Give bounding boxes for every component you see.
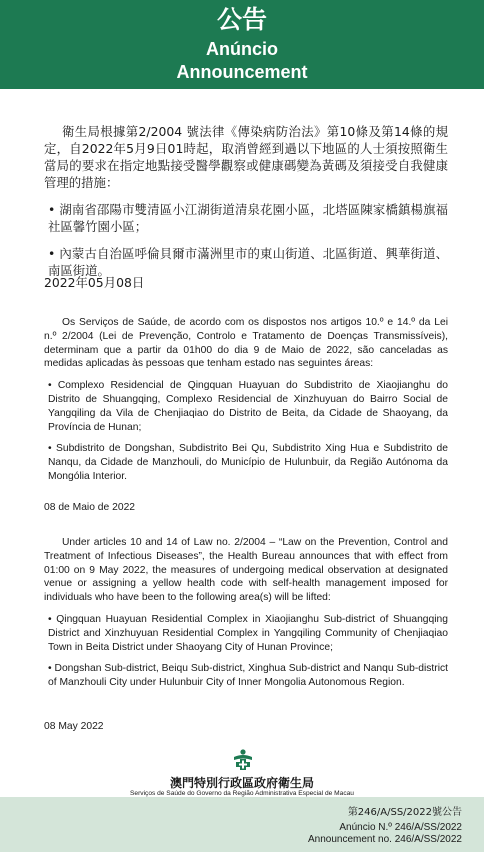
en-bullet-hunan: • Qingquan Huayuan Residential Complex in Xiaojianghu Sub-district of Shuangqing District and Xinzhuyuan Residential Complex in Yangqiling Community of Chenjiaqiao Town in Beita District under Shaoyang City of Hunan Province; (48, 613, 448, 653)
reference-footer (0, 797, 484, 852)
title-zh: 公告 (216, 5, 267, 34)
zh-bullet-hunan: • 湖南省邵陽市雙清區小江湖街道清泉花園小區，北塔區陳家橋鎮楊旗福社區馨竹園小區； (48, 202, 448, 234)
zh-intro-paragraph: 衛生局根據第2/2004 號法律《傳染病防治法》第10條及第14條的規定，自2022年5月9日01時起，取消曾經到過以下地區的人士須按照衛生當局的要求在指定地點接受醫學觀察或健康碼變為黃碼及須接受自我健康管理的措施： (44, 124, 449, 190)
announcement-header (0, 0, 484, 89)
reference-number-pt: Anúncio N.º 246/A/SS/2022 (339, 822, 462, 833)
pt-intro-paragraph: Os Serviços de Saúde, de acordo com os dispostos nos artigos 10.º e 14.º da Lei n.º 2/2004 (Lei de Prevenção, Controlo e Tratamento de Doenças Transmissíveis), determinam que a partir da 01h00 do dia 9 de Maio de 2022, são canceladas as medidas aplicadas às pessoas que tenham estado nas seguintes áreas: (44, 317, 448, 370)
en-intro-paragraph: Under articles 10 and 14 of Law no. 2/2004 – “Law on the Prevention, Control and Treatment of Infectious Diseases”, the Health Bureau announces that with effect from 01:00 on 9 May 2022, the measures of undergoing medical observation at designated venue or assigning a yellow health code with self-health management imposed for individuals who have been to the following area(s) will be lifted: (44, 537, 448, 604)
pt-date: 08 de Maio de 2022 (44, 502, 136, 513)
reference-number-en: Announcement no. 246/A/SS/2022 (307, 834, 462, 845)
pt-bullet-hunan: • Complexo Residencial de Qingquan Huayuan do Subdistrito de Xiaojianghu do Distrito de Shuangqing, Complexo Residencial de Xinzhuyuan do Bairro Social de Yangqiling da Vila de Chenjiaqiao do Distrito de Beita, da Cidade de Shaoyang, da Província de Hunan; (48, 380, 448, 433)
zh-date: 2022年05月08日 (44, 275, 145, 290)
organization-name-pt: Serviços de Saúde do Governo da Região Administrativa Especial de Macau (130, 790, 354, 797)
portuguese-section (44, 316, 448, 484)
english-section (44, 536, 448, 690)
en-date: 08 May 2022 (44, 721, 104, 732)
zh-bullet-inner-mongolia: • 內蒙古自治區呼倫貝爾市滿洲里市的東山街道、北區街道、興華街道、南區街道。 (48, 246, 448, 278)
organization-name-zh: 澳門特別行政區政府衛生局 (169, 776, 314, 790)
en-bullet-inner-mongolia: • Dongshan Sub-district, Beiqu Sub-district, Xinghua Sub-district and Nanqu Sub-district of Manzhouli City under Hulunbuir City of Inner Mongolia Autonomous Region. (48, 663, 448, 689)
pt-bullet-inner-mongolia: • Subdistrito de Dongshan, Subdistrito Bei Qu, Subdistrito Xing Hua e Subdistrito de Nanqu, da Cidade de Manzhouli, do Município de Hulunbuir, da Região Autónoma da Mongólia Interior. (48, 443, 448, 482)
title-en: Announcement (176, 62, 308, 82)
health-bureau-cross-icon (232, 748, 254, 770)
chinese-section (44, 123, 448, 279)
reference-number-zh: 第246/A/SS/2022號公告 (347, 807, 462, 818)
title-pt: Anúncio (206, 39, 278, 59)
